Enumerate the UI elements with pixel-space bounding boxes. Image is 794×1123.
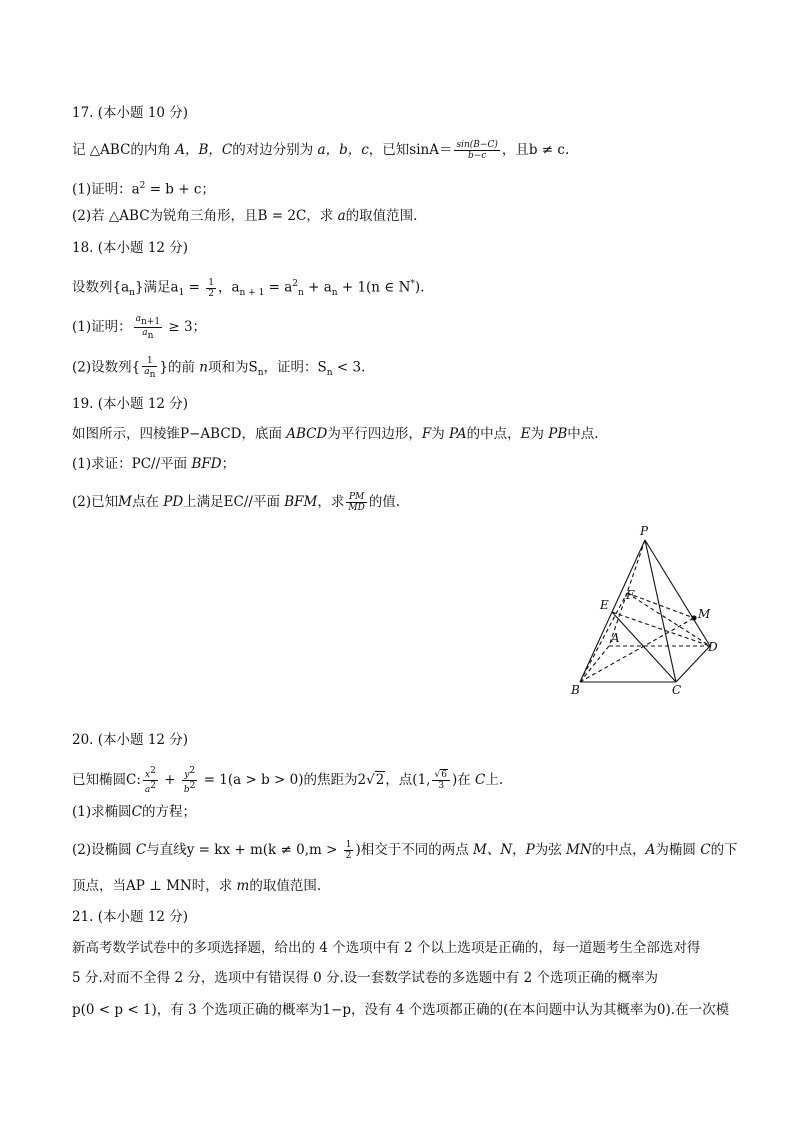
- pyramid-figure: [560, 520, 740, 700]
- q18-part2: (2)设数列{ $\frac{1}{a_n}$ }的前 n项和为$S_n$，证明：$S_n < 3$.: [72, 356, 366, 380]
- q21-line2: 5 分.对而不全得 2 分，选项中有错误得 0 分.设一套数学试卷的多选题中有 2 个选项正确的概率为: [72, 970, 658, 986]
- q20-part2-cont: 顶点，当AP ⊥ MN时，求 m的取值范围.: [72, 878, 322, 894]
- q17-part2: (2)若 △ABC为锐角三角形，且B = 2C，求 a的取值范围.: [72, 208, 418, 224]
- q18-part1: (1)证明： $\frac{a_{n+1}}{a_n}$ ≥ 3；: [72, 314, 207, 341]
- q18-stem: 设数列$\{a_n\}$满足$a_1$ = $\frac{1}{2}$ ，$a_{n + 1} = a^2_n + a_n + 1(n$ ∈ N*).: [72, 277, 425, 299]
- label-B: B: [571, 683, 580, 697]
- q21-line3: p(0 < p < 1)，有 3 个选项正确的概率为1−p，没有 4 个选项都正确的(在本问题中认为其概率为0).在一次模: [72, 1002, 730, 1018]
- edge-PB: [580, 540, 645, 682]
- q17-part1: (1)证明：$a^2 = b + c$；: [72, 181, 215, 198]
- label-A: A: [611, 631, 620, 645]
- q21-header: 21. (本小题 12 分): [72, 909, 189, 925]
- point-M-dot: [691, 615, 696, 620]
- q20-part1: (1)求椭圆C的方程；: [72, 804, 196, 820]
- q19-part2: (2)已知M点在 PD上满足EC//平面 BFM，求 $\frac{PM}{MD}$ 的值.: [72, 492, 401, 513]
- segment-FM: [627, 593, 694, 618]
- q17-header: 17. (本小题 10 分): [72, 105, 189, 121]
- segment-EC: [612, 612, 676, 682]
- label-D: D: [708, 640, 718, 654]
- label-M: M: [698, 607, 711, 621]
- label-E: E: [600, 598, 609, 612]
- edge-CD: [676, 646, 710, 682]
- label-C: C: [672, 683, 682, 697]
- q19-stem: 如图所示，四棱锥P−ABCD，底面 ABCD为平行四边形，F为 PA的中点，E为 PB中点.: [72, 426, 599, 442]
- q20-part2: (2)设椭圆 C与直线y = kx + m(k ≠ 0,m > $\frac{1}{2}$ )相交于不同的两点 M、N，P为弦 MN的中点，A为椭圆 C的下: [72, 840, 738, 861]
- label-F: F: [626, 588, 635, 602]
- label-P: P: [640, 524, 649, 538]
- q20-header: 20. (本小题 12 分): [72, 732, 189, 748]
- q19-header: 19. (本小题 12 分): [72, 396, 189, 412]
- q19-part1: (1)求证：PC//平面 BFD；: [72, 456, 236, 472]
- q18-header: 18. (本小题 12 分): [72, 240, 189, 256]
- q17-stem: 记 △ABC的内角 A，B，C的对边分别为 a，b，c，已知sinA＝ $\frac{\sin(B-C)}{b-c}$ ，且b ≠ c.: [72, 140, 570, 161]
- q17-fraction: $\frac{\sin(B-C)}{b-c}$: [456, 140, 498, 161]
- q21-line1: 新高考数学试卷中的多项选择题，给出的 4 个选项中有 2 个以上选项是正确的，每一道题考生全部选对得: [72, 940, 701, 956]
- edge-PC: [645, 540, 676, 682]
- q20-stem: 已知椭圆C: $\frac{x^2}{a^2}$ + $\frac{y^2}{b^2}$ = 1(a > b > 0)的焦距为2√2，点(1, $\frac{√6}{3}$ )在 C上.: [72, 766, 504, 795]
- edge-PD: [645, 540, 710, 646]
